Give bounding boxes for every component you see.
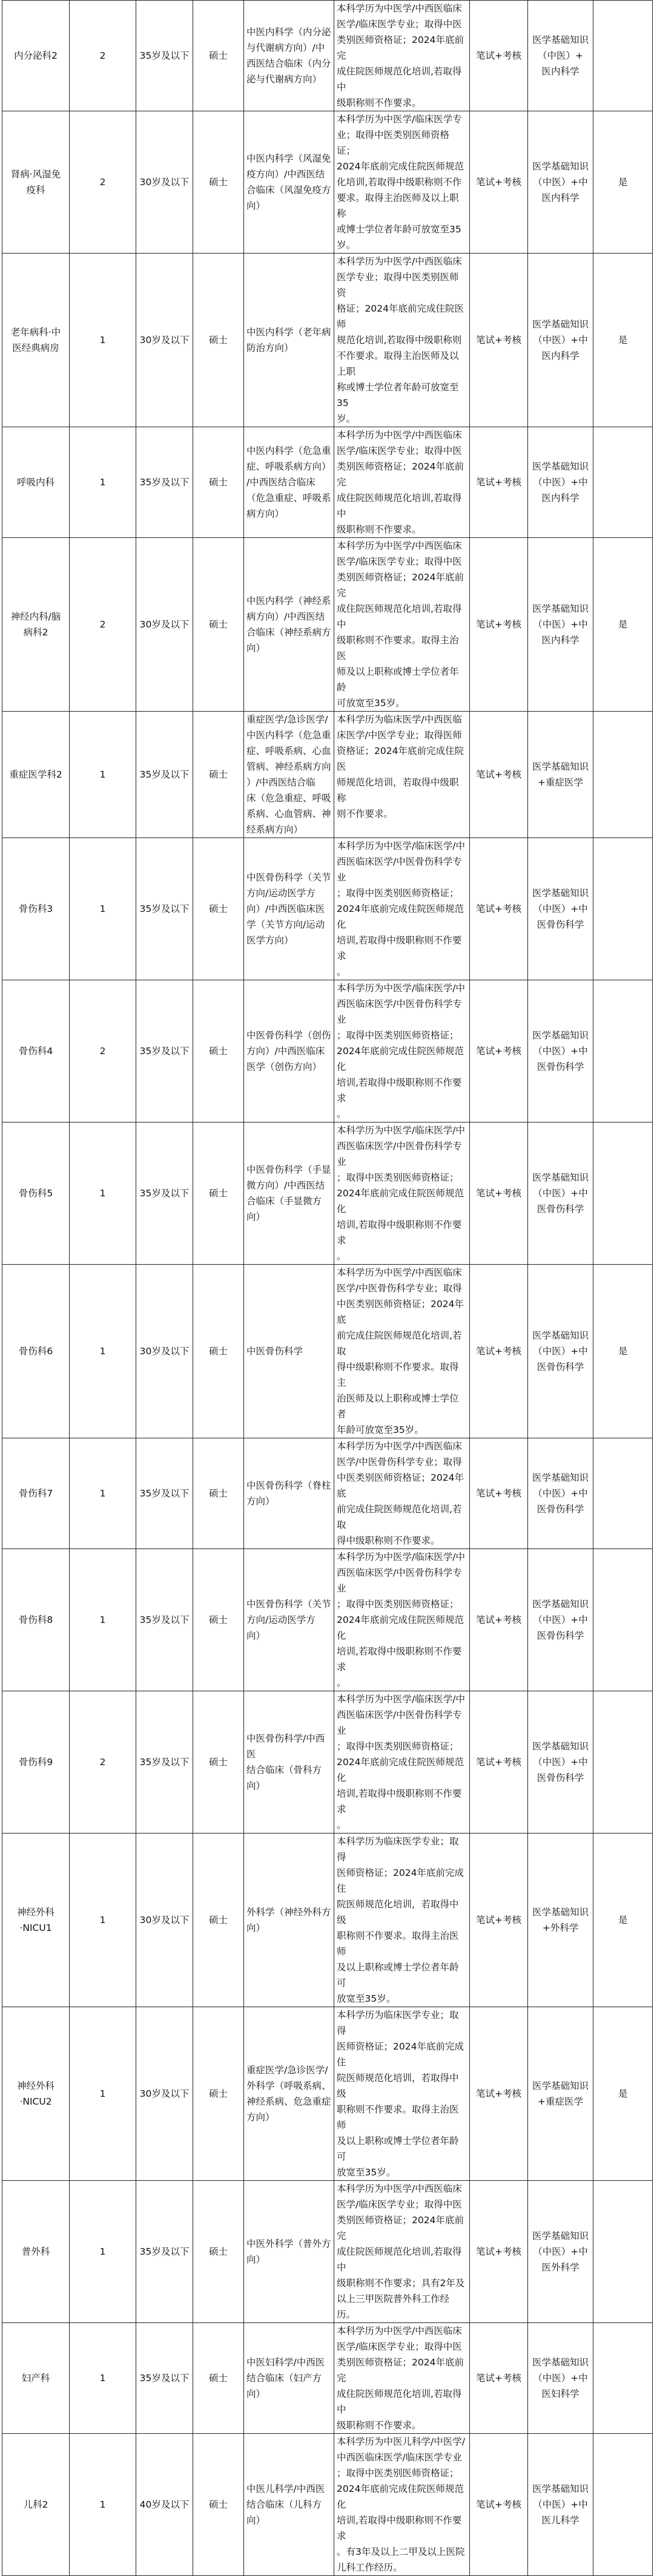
headcount-cell: 1 — [70, 2007, 136, 2181]
degree-cell: 硕士 — [193, 980, 244, 1122]
exam-method-cell: 笔试+考核 — [470, 2007, 528, 2181]
exam-method-cell: 笔试+考核 — [470, 1122, 528, 1265]
requirements-cell: 本科学历为中医学/临床医学/中 西医临床医学/中医骨伤科学专业 ；取得中医类别医师资格证； 2024年底前完成住院医师规范化 培训,若取得中级职称则不作要求 。 — [334, 980, 470, 1122]
department-cell: 神经外科 ·NICU2 — [2, 2007, 70, 2181]
department-cell: 神经内科/脑 病科2 — [2, 538, 70, 712]
department-cell: 重症医学科2 — [2, 712, 70, 838]
extra-flag-cell — [593, 2181, 653, 2323]
exam-content-cell: 医学基础知识 +重症医学 — [528, 712, 593, 838]
table-row — [2, 838, 653, 980]
department-cell: 神经外科 ·NICU1 — [2, 1834, 70, 2007]
exam-content-cell: 医学基础知识 （中医）+中 医骨伤科学 — [528, 980, 593, 1122]
exam-method-cell: 笔试+考核 — [470, 2181, 528, 2323]
exam-content-cell: 医学基础知识 （中医）+中 医内科学 — [528, 111, 593, 254]
department-cell: 骨伤科7 — [2, 1438, 70, 1549]
degree-cell: 硕士 — [193, 427, 244, 538]
extra-flag-cell — [593, 427, 653, 538]
department-cell: 呼吸内科 — [2, 427, 70, 538]
table-row — [2, 2181, 653, 2323]
headcount-cell: 2 — [70, 111, 136, 254]
age-requirement-cell: 35岁及以下 — [136, 838, 193, 980]
major-cell: 中医骨伤科学（脊柱 方向） — [244, 1438, 334, 1549]
exam-content-cell: 医学基础知识 +外科学 — [528, 1834, 593, 2007]
requirements-cell: 本科学历为临床医学专业；取得 医师资格证；2024年底前完成住 院医师规范化培训，若取得中级 职称则不作要求。取得主治医师 及以上职称或博士学位者年龄可 放宽至35岁。 — [334, 2007, 470, 2181]
headcount-cell: 1 — [70, 2434, 136, 2576]
major-cell: 中医内科学（老年病 防治方向） — [244, 254, 334, 427]
exam-content-cell: 医学基础知识 （中医）+中 医骨伤科学 — [528, 1265, 593, 1438]
degree-cell: 硕士 — [193, 1549, 244, 1691]
department-cell: 骨伤科8 — [2, 1549, 70, 1691]
headcount-cell: 1 — [70, 2181, 136, 2323]
exam-content-cell: 医学基础知识 （中医）+中 医内科学 — [528, 427, 593, 538]
degree-cell: 硕士 — [193, 838, 244, 980]
major-cell: 中医内科学（内分泌 与代谢病方向）/中 西医结合临床（内分 泌与代谢病方向） — [244, 1, 334, 111]
requirements-cell: 本科学历为临床医学/中西医临 床医学/中医学专业；取得医师 资格证；2024年底前完成住院医 师规范化培训，若取得中级职称 则不作要求。 — [334, 712, 470, 838]
major-cell: 中医骨伤科学（手显 微方向）/中西医结 合临床（手显微方 向） — [244, 1122, 334, 1265]
age-requirement-cell: 35岁及以下 — [136, 427, 193, 538]
table-row — [2, 1, 653, 111]
extra-flag-cell — [593, 712, 653, 838]
department-cell: 妇产科 — [2, 2323, 70, 2434]
age-requirement-cell: 30岁及以下 — [136, 2007, 193, 2181]
table-row — [2, 1549, 653, 1691]
extra-flag-cell: 是 — [593, 111, 653, 254]
exam-method-cell: 笔试+考核 — [470, 1438, 528, 1549]
department-cell: 儿科2 — [2, 2434, 70, 2576]
degree-cell: 硕士 — [193, 1834, 244, 2007]
degree-cell: 硕士 — [193, 254, 244, 427]
department-cell: 内分泌科2 — [2, 1, 70, 111]
headcount-cell: 2 — [70, 1691, 136, 1834]
headcount-cell: 1 — [70, 1549, 136, 1691]
requirements-cell: 本科学历为中医学/中西医临床 医学/临床医学专业；取得中医 类别医师资格证；2024年底前完 成住院医师规范化培训,若取得中 级职称则不作要求；具有2年及 以上三甲医院普外科工作经历。 — [334, 2181, 470, 2323]
major-cell: 中医骨伤科学（关节 方向/运动医学方 向） — [244, 1549, 334, 1691]
exam-content-cell: 医学基础知识 （中医）+中 医骨伤科学 — [528, 838, 593, 980]
headcount-cell: 2 — [70, 980, 136, 1122]
table-row — [2, 2434, 653, 2576]
table-row — [2, 254, 653, 427]
exam-content-cell: 医学基础知识 （中医）+中 医外科学 — [528, 2181, 593, 2323]
table-row — [2, 1691, 653, 1834]
table-row — [2, 2323, 653, 2434]
exam-content-cell: 医学基础知识 （中医）+中 医骨伤科学 — [528, 1438, 593, 1549]
requirements-cell: 本科学历为中医学/临床医学/中 西医临床医学/中医骨伤科学专业 ；取得中医类别医师资格证； 2024年底前完成住院医师规范化 培训,若取得中级职称则不作要求 。 — [334, 1122, 470, 1265]
table-row — [2, 980, 653, 1122]
department-cell: 普外科 — [2, 2181, 70, 2323]
extra-flag-cell: 是 — [593, 538, 653, 712]
exam-method-cell: 笔试+考核 — [470, 2323, 528, 2434]
degree-cell: 硕士 — [193, 2181, 244, 2323]
exam-content-cell: 医学基础知识 （中医）+中 医内科学 — [528, 538, 593, 712]
headcount-cell: 2 — [70, 1, 136, 111]
age-requirement-cell: 30岁及以下 — [136, 538, 193, 712]
major-cell: 外科学（神经外科方 向） — [244, 1834, 334, 2007]
extra-flag-cell — [593, 838, 653, 980]
headcount-cell: 1 — [70, 254, 136, 427]
extra-flag-cell — [593, 1122, 653, 1265]
extra-flag-cell — [593, 2434, 653, 2576]
exam-content-cell: 医学基础知识 （中医）+中 医儿科学 — [528, 2434, 593, 2576]
degree-cell: 硕士 — [193, 1438, 244, 1549]
table-row — [2, 538, 653, 712]
exam-method-cell: 笔试+考核 — [470, 1265, 528, 1438]
major-cell: 中医儿科学/中西医 结合临床（儿科方 向） — [244, 2434, 334, 2576]
degree-cell: 硕士 — [193, 1265, 244, 1438]
age-requirement-cell: 35岁及以下 — [136, 2323, 193, 2434]
exam-method-cell: 笔试+考核 — [470, 1691, 528, 1834]
department-cell: 骨伤科9 — [2, 1691, 70, 1834]
extra-flag-cell — [593, 1438, 653, 1549]
headcount-cell: 1 — [70, 838, 136, 980]
exam-method-cell: 笔试+考核 — [470, 1, 528, 111]
degree-cell: 硕士 — [193, 1691, 244, 1834]
department-cell: 骨伤科5 — [2, 1122, 70, 1265]
major-cell: 中医骨伤科学（创伤 方向）/中西医临床 医学（创伤方向） — [244, 980, 334, 1122]
exam-content-cell: 医学基础知识 （中医）+ 医内科学 — [528, 1, 593, 111]
headcount-cell: 1 — [70, 1265, 136, 1438]
requirements-cell: 本科学历为中医学/中西医临床 医学专业；取得中医类别医师资 格证；2024年底前完成住院医师 规范化培训,若取得中级职称则 不作要求。取得主治医师及以上职 称或博士学位者年龄可放宽至35 岁。 — [334, 254, 470, 427]
age-requirement-cell: 30岁及以下 — [136, 111, 193, 254]
degree-cell: 硕士 — [193, 2323, 244, 2434]
table-row — [2, 2007, 653, 2181]
requirements-cell: 本科学历为中医儿科学/中医学/ 中西医临床医学/临床医学专业 ；取得中医类别医师资格证； 2024年底前完成住院医师规范化 培训,若取得中级职称则不作要求 。有3年及以上二甲及以上医院 儿科工作经历。 — [334, 2434, 470, 2576]
exam-content-cell: 医学基础知识 （中医）+中 医内科学 — [528, 254, 593, 427]
age-requirement-cell: 35岁及以下 — [136, 1, 193, 111]
exam-content-cell: 医学基础知识 （中医）+中 医骨伤科学 — [528, 1549, 593, 1691]
age-requirement-cell: 35岁及以下 — [136, 712, 193, 838]
exam-method-cell: 笔试+考核 — [470, 427, 528, 538]
exam-method-cell: 笔试+考核 — [470, 838, 528, 980]
exam-method-cell: 笔试+考核 — [470, 254, 528, 427]
degree-cell: 硕士 — [193, 2434, 244, 2576]
department-cell: 骨伤科3 — [2, 838, 70, 980]
table-row — [2, 1834, 653, 2007]
department-cell: 肾病·风湿免 疫科 — [2, 111, 70, 254]
exam-method-cell: 笔试+考核 — [470, 538, 528, 712]
degree-cell: 硕士 — [193, 111, 244, 254]
table-row — [2, 1438, 653, 1549]
requirements-cell: 本科学历为中医学/中西医临床 医学/临床医学专业；取得中医 类别医师资格证；2024年底前完 成住院医师规范化培训,若取得中 级职称则不作要求。 — [334, 427, 470, 538]
major-cell: 重症医学/急诊医学/ 外科学（呼吸系病、 神经系病、危急重症 方向） — [244, 2007, 334, 2181]
degree-cell: 硕士 — [193, 1, 244, 111]
major-cell: 中医内科学（危急重 症、呼吸系病方向） /中西医结合临床 （危急重症、呼吸系 病方向） — [244, 427, 334, 538]
major-cell: 中医外科学（普外方 向） — [244, 2181, 334, 2323]
table-row — [2, 1122, 653, 1265]
table-row — [2, 712, 653, 838]
table-row — [2, 1265, 653, 1438]
table-row — [2, 427, 653, 538]
major-cell: 中医内科学（风湿免 疫方向）/中西医结 合临床（风湿免疫方 向） — [244, 111, 334, 254]
major-cell: 中医妇科学/中西医 结合临床（妇产方 向） — [244, 2323, 334, 2434]
table-row — [2, 111, 653, 254]
age-requirement-cell: 35岁及以下 — [136, 2181, 193, 2323]
degree-cell: 硕士 — [193, 712, 244, 838]
age-requirement-cell: 30岁及以下 — [136, 1265, 193, 1438]
exam-method-cell: 笔试+考核 — [470, 1549, 528, 1691]
exam-content-cell: 医学基础知识 （中医）+中 医骨伤科学 — [528, 1122, 593, 1265]
extra-flag-cell — [593, 1, 653, 111]
age-requirement-cell: 30岁及以下 — [136, 254, 193, 427]
headcount-cell: 2 — [70, 538, 136, 712]
requirements-cell: 本科学历为中医学/中西医临床 医学/临床医学专业；取得中医 类别医师资格证；2024年底前完 成住院医师规范化培训,若取得中 级职称则不作要求。取得主治医 师及以上职称或博士学位者年龄 可放宽至35岁。 — [334, 538, 470, 712]
major-cell: 中医骨伤科学/中西医 结合临床（骨科方 向） — [244, 1691, 334, 1834]
requirements-cell: 本科学历为中医学/中西医临床 医学/临床医学专业；取得中医 类别医师资格证；2024年底前完 成住院医师规范化培训,若取得中 级职称则不作要求。 — [334, 1, 470, 111]
exam-method-cell: 笔试+考核 — [470, 980, 528, 1122]
table-body — [2, 1, 653, 2576]
exam-content-cell: 医学基础知识 （中医）+中 医骨伤科学 — [528, 1691, 593, 1834]
department-cell: 骨伤科6 — [2, 1265, 70, 1438]
headcount-cell: 1 — [70, 427, 136, 538]
extra-flag-cell: 是 — [593, 1834, 653, 2007]
major-cell: 中医骨伤科学（关节 方向/运动医学方 向）/中西医临床医 学（关节方向/运动 医学方向） — [244, 838, 334, 980]
extra-flag-cell: 是 — [593, 1265, 653, 1438]
extra-flag-cell: 是 — [593, 254, 653, 427]
requirements-cell: 本科学历为中医学/中西医临床 医学/临床医学专业；取得中医 类别医师资格证；2024年底前完 成住院医师规范化培训,若取得中 级职称则不作要求。 — [334, 2323, 470, 2434]
requirements-cell: 本科学历为中医学/临床医学专 业；取得中医类别医师资格证； 2024年底前完成住院医师规范 化培训,若取得中级职称则不作 要求。取得主治医师及以上职称 或博士学位者年龄可放宽至35岁。 — [334, 111, 470, 254]
age-requirement-cell: 35岁及以下 — [136, 1691, 193, 1834]
extra-flag-cell — [593, 980, 653, 1122]
age-requirement-cell: 40岁及以下 — [136, 2434, 193, 2576]
degree-cell: 硕士 — [193, 2007, 244, 2181]
degree-cell: 硕士 — [193, 538, 244, 712]
major-cell: 中医内科学（神经系 病方向）/中西医结 合临床（神经系病方 向） — [244, 538, 334, 712]
department-cell: 骨伤科4 — [2, 980, 70, 1122]
degree-cell: 硕士 — [193, 1122, 244, 1265]
exam-method-cell: 笔试+考核 — [470, 111, 528, 254]
age-requirement-cell: 35岁及以下 — [136, 980, 193, 1122]
extra-flag-cell: 是 — [593, 2007, 653, 2181]
exam-method-cell: 笔试+考核 — [470, 712, 528, 838]
requirements-cell: 本科学历为中医学/中西医临床 医学/中医骨伤科学专业；取得 中医类别医师资格证；2024年底 前完成住院医师规范化培训,若取 得中级职称则不作要求。 — [334, 1438, 470, 1549]
age-requirement-cell: 35岁及以下 — [136, 1122, 193, 1265]
exam-content-cell: 医学基础知识 （中医）+中 医妇科学 — [528, 2323, 593, 2434]
requirements-cell: 本科学历为中医学/临床医学/中 西医临床医学/中医骨伤科学专业 ；取得中医类别医师资格证； 2024年底前完成住院医师规范化 培训,若取得中级职称则不作要求 。 — [334, 1691, 470, 1834]
age-requirement-cell: 35岁及以下 — [136, 1438, 193, 1549]
exam-method-cell: 笔试+考核 — [470, 2434, 528, 2576]
exam-content-cell: 医学基础知识 +重症医学 — [528, 2007, 593, 2181]
headcount-cell: 1 — [70, 1438, 136, 1549]
age-requirement-cell: 35岁及以下 — [136, 1549, 193, 1691]
requirements-cell: 本科学历为中医学/中西医临床 医学/中医骨伤科学专业；取得 中医类别医师资格证；2024年底 前完成住院医师规范化培训,若取 得中级职称则不作要求。取得主 治医师及以上职称或博士学位者 年龄可放宽至35岁。 — [334, 1265, 470, 1438]
exam-method-cell: 笔试+考核 — [470, 1834, 528, 2007]
headcount-cell: 1 — [70, 2323, 136, 2434]
recruitment-table — [2, 0, 653, 2576]
extra-flag-cell — [593, 1691, 653, 1834]
requirements-cell: 本科学历为中医学/临床医学/中 西医临床医学/中医骨伤科学专业 ；取得中医类别医师资格证； 2024年底前完成住院医师规范化 培训,若取得中级职称则不作要求 。 — [334, 838, 470, 980]
extra-flag-cell — [593, 2323, 653, 2434]
requirements-cell: 本科学历为临床医学专业；取得 医师资格证；2024年底前完成住 院医师规范化培训，若取得中级 职称则不作要求。取得主治医师 及以上职称或博士学位者年龄可 放宽至35岁。 — [334, 1834, 470, 2007]
extra-flag-cell — [593, 1549, 653, 1691]
major-cell: 中医骨伤科学 — [244, 1265, 334, 1438]
department-cell: 老年病科·中 医经典病房 — [2, 254, 70, 427]
headcount-cell: 1 — [70, 712, 136, 838]
age-requirement-cell: 30岁及以下 — [136, 1834, 193, 2007]
headcount-cell: 1 — [70, 1122, 136, 1265]
requirements-cell: 本科学历为中医学/临床医学/中 西医临床医学/中医骨伤科学专业 ；取得中医类别医师资格证； 2024年底前完成住院医师规范化 培训,若取得中级职称则不作要求 。 — [334, 1549, 470, 1691]
major-cell: 重症医学/急诊医学/ 中医内科学（危急重 症、呼吸系病、心血 管病、神经系病方向 ）/中西医结合临 床（危急重症、呼吸 系病、心血管病、神 经系病方向） — [244, 712, 334, 838]
headcount-cell: 1 — [70, 1834, 136, 2007]
